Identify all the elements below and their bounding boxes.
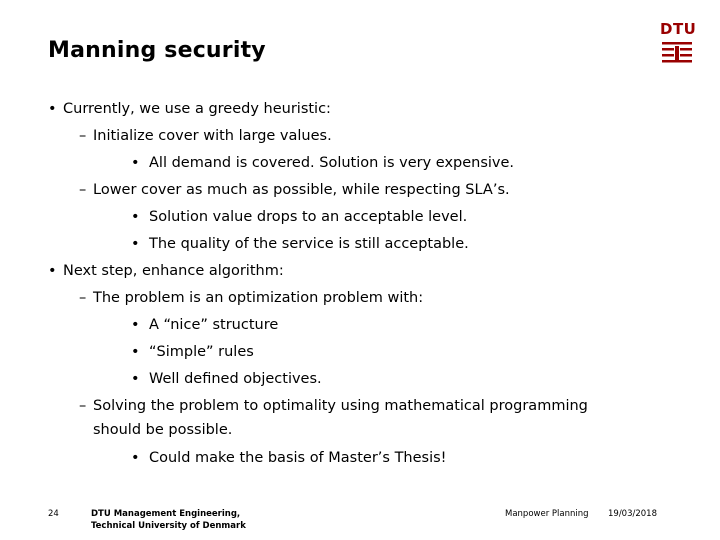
bullet-text: The problem is an optimization problem with:: [93, 290, 424, 306]
bullet-marker: •: [48, 101, 57, 117]
bullet-text-continuation: should be possible.: [93, 422, 233, 438]
footer-org-line1: DTU Management Engineering,: [91, 509, 241, 519]
bullet-marker: •: [131, 155, 140, 171]
bullet-text: Solving the problem to optimality using mathematical programming: [93, 398, 588, 414]
bullet-text: Lower cover as much as possible, while respecting SLA’s.: [93, 182, 510, 198]
bullet-marker: •: [131, 371, 140, 387]
bullet-text: Well defined objectives.: [149, 371, 322, 387]
bullet-text: Next step, enhance algorithm:: [63, 263, 284, 279]
footer-org-line2: Technical University of Denmark: [91, 521, 246, 531]
footer-topic: Manpower Planning: [505, 509, 589, 519]
dtu-logo-mark-icon: [662, 42, 692, 64]
dash-marker: –: [79, 182, 87, 198]
dash-marker: –: [79, 128, 87, 144]
bullet-marker: •: [131, 450, 140, 466]
bullet-text: “Simple” rules: [149, 344, 254, 360]
bullet-marker: •: [131, 317, 140, 333]
bullet-text: Initialize cover with large values.: [93, 128, 332, 144]
bullet-text: A “nice” structure: [149, 317, 279, 333]
dash-marker: –: [79, 398, 87, 414]
dtu-logo: [660, 20, 697, 66]
dtu-logo-text: DTU: [660, 20, 697, 38]
footer-organization: [91, 508, 246, 532]
dash-marker: –: [79, 290, 87, 306]
footer-date: 19/03/2018: [608, 509, 657, 519]
bullet-marker: •: [131, 344, 140, 360]
bullet-text: Could make the basis of Master’s Thesis!: [149, 450, 447, 466]
page-number: 24: [48, 509, 59, 519]
bullet-marker: •: [48, 263, 57, 279]
bullet-text: Currently, we use a greedy heuristic:: [63, 101, 331, 117]
bullet-marker: •: [131, 236, 140, 252]
bullet-text: All demand is covered. Solution is very expensive.: [149, 155, 515, 171]
bullet-marker: •: [131, 209, 140, 225]
bullet-text: The quality of the service is still acceptable.: [149, 236, 469, 252]
slide-title: Manning security: [48, 38, 266, 63]
bullet-text: Solution value drops to an acceptable level.: [149, 209, 468, 225]
